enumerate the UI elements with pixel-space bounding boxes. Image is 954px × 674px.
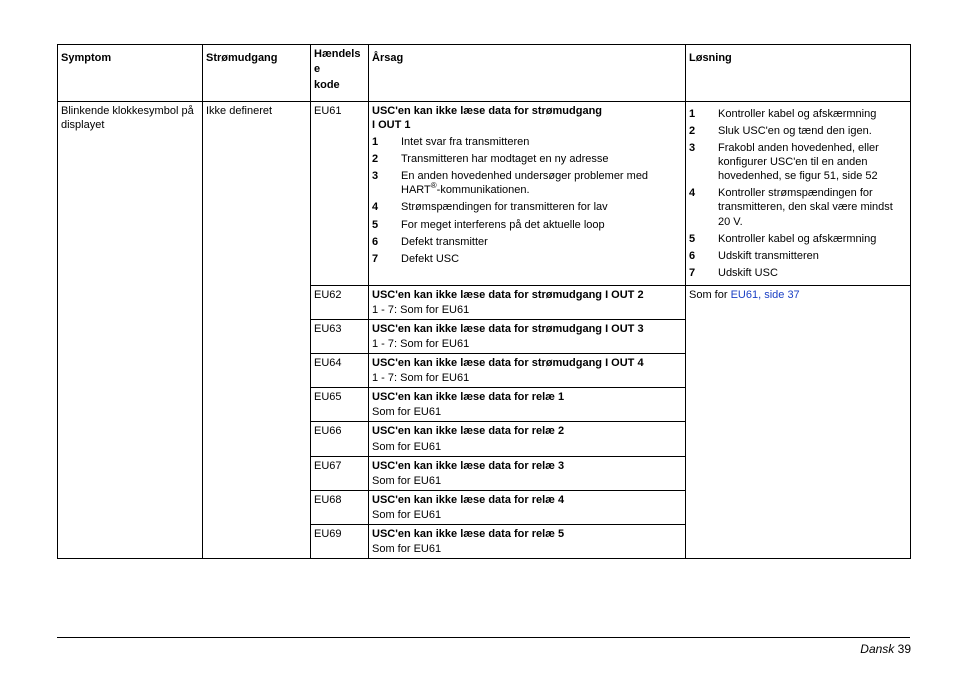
cause-item-text — [401, 169, 682, 197]
cause-subtext: Som for EU61 — [372, 406, 442, 419]
event-code-cell: EU68 — [311, 490, 369, 524]
cause-item-text-pre: En anden hovedenhed undersøger problemer med HART — [401, 170, 649, 197]
event-code-cell: EU65 — [311, 388, 369, 422]
solution-item — [689, 186, 907, 228]
eu61-reference-link[interactable]: EU61, side 37 — [730, 288, 800, 301]
event-code-cell: EU62 — [311, 285, 369, 319]
event-code-cell: EU61 — [311, 102, 369, 286]
cause-title: USC'en kan ikke læse data for relæ 5 — [372, 527, 565, 540]
cause-title: USC'en kan ikke læse data for strømudgang I OUT 3 — [372, 323, 644, 336]
event-code-cell: EU66 — [311, 422, 369, 456]
footer-rule — [57, 637, 910, 638]
cause-item-text: Defekt USC — [401, 252, 460, 265]
cause-item-number: 3 — [372, 170, 379, 183]
cause-title: USC'en kan ikke læse data for strømudgang I OUT 2 — [372, 288, 644, 301]
cause-cell — [369, 388, 686, 422]
shared-solution-text: Som for — [689, 288, 731, 301]
cause-cell — [369, 456, 686, 490]
table-row-eu61 — [58, 102, 911, 286]
cause-subtext: Som for EU61 — [372, 543, 442, 556]
cause-title: USC'en kan ikke læse data for relæ 2 — [372, 425, 565, 438]
cause-item — [372, 218, 682, 232]
solution-item-text: Udskift USC — [718, 266, 778, 279]
event-code-cell: EU69 — [311, 524, 369, 558]
cause-cell — [369, 285, 686, 319]
cause-title-main: USC'en kan ikke læse data for strømudgang — [372, 105, 603, 117]
cause-title: USC'en kan ikke læse data for relæ 1 — [372, 391, 565, 404]
solution-item-number: 5 — [689, 232, 696, 245]
cause-item — [372, 169, 682, 197]
solution-item-number: 1 — [689, 108, 696, 120]
cause-item-number: 6 — [372, 235, 379, 248]
cause-title: USC'en kan ikke læse data for strømudgang I OUT 4 — [372, 357, 644, 370]
page-number: 39 — [897, 642, 911, 656]
cause-cell — [369, 524, 686, 558]
solution-item-number: 7 — [689, 266, 696, 279]
solution-item — [689, 249, 907, 263]
solution-item-number: 2 — [689, 125, 696, 138]
solution-item-number: 6 — [689, 249, 696, 262]
footer-language: Dansk — [860, 642, 895, 656]
cause-cell — [369, 320, 686, 354]
cause-item — [372, 252, 682, 266]
header-event-code-line2: e — [314, 63, 321, 76]
header-event-code — [311, 45, 369, 102]
cause-subtext: Som for EU61 — [372, 440, 442, 453]
cause-item-text-post: -kommunikationen. — [436, 184, 530, 197]
solution-item — [689, 107, 907, 121]
page-footer — [860, 642, 911, 656]
cause-cell — [369, 422, 686, 456]
solution-item-text: Sluk USC'en og tænd den igen. — [718, 125, 872, 138]
header-event-code-line1: Hændels — [314, 48, 361, 60]
cause-item-text: Strømspændingen for transmitteren for lav — [401, 201, 608, 214]
registered-mark: ® — [430, 181, 437, 191]
cause-item-number: 4 — [372, 201, 379, 214]
solution-item — [689, 124, 907, 138]
table-header-row — [58, 45, 911, 102]
solution-item-text: Kontroller strømspændingen for transmitteren, den skal være mindst 20 V. — [718, 187, 893, 228]
cause-item-text: Transmitteren har modtaget en ny adresse — [401, 153, 609, 166]
cause-item — [372, 235, 682, 249]
cause-subtext: 1 - 7: Som for EU61 — [372, 338, 470, 351]
cause-title: USC'en kan ikke læse data for relæ 4 — [372, 493, 565, 506]
solution-item-text: Kontroller kabel og afskærmning — [718, 108, 877, 120]
cause-title-sub: I OUT 1 — [372, 119, 411, 132]
cause-subtext: 1 - 7: Som for EU61 — [372, 372, 470, 385]
cause-item-text: Defekt transmitter — [401, 235, 488, 248]
cause-cell — [369, 354, 686, 388]
cause-subtext: 1 - 7: Som for EU61 — [372, 303, 470, 316]
cause-item-number: 5 — [372, 218, 379, 231]
cause-item — [372, 200, 682, 214]
header-event-code-line3: kode — [314, 78, 340, 91]
cause-item-number: 7 — [372, 252, 379, 265]
event-code-cell: EU63 — [311, 320, 369, 354]
solution-item-number: 4 — [689, 187, 696, 200]
header-solution: Løsning — [686, 45, 911, 102]
cause-cell — [369, 102, 686, 286]
solution-item — [689, 232, 907, 246]
header-symptom: Symptom — [58, 45, 203, 102]
solution-item-number: 3 — [689, 142, 696, 155]
event-code-cell: EU64 — [311, 354, 369, 388]
header-power-output: Strømudgang — [203, 45, 311, 102]
cause-item-number: 2 — [372, 153, 379, 166]
solution-item-text: Kontroller kabel og afskærmning — [718, 232, 877, 245]
cause-list — [372, 135, 682, 266]
troubleshooting-table — [57, 44, 911, 559]
solution-item-text: Udskift transmitteren — [718, 249, 819, 262]
cause-title — [372, 104, 682, 132]
power-output-cell: Ikke defineret — [203, 102, 311, 559]
solution-item — [689, 266, 907, 280]
header-cause: Årsag — [369, 45, 686, 102]
cause-item-text: Intet svar fra transmitteren — [401, 136, 530, 149]
symptom-cell: Blinkende klokkesymbol på displayet — [58, 102, 203, 559]
event-code-cell: EU67 — [311, 456, 369, 490]
solution-item-text: Frakobl anden hovedenhed, eller konfigurer USC'en til en anden hovedenhed, se figur 51, side 52 — [718, 142, 879, 183]
cause-subtext: Som for EU61 — [372, 474, 442, 487]
solution-list — [689, 107, 907, 280]
cause-title: USC'en kan ikke læse data for relæ 3 — [372, 459, 565, 472]
shared-solution-cell — [686, 285, 911, 558]
cause-item-text: For meget interferens på det aktuelle loop — [401, 218, 605, 231]
solution-cell — [686, 102, 911, 286]
cause-item — [372, 135, 682, 149]
cause-subtext: Som for EU61 — [372, 508, 442, 521]
cause-item-number: 1 — [372, 136, 379, 149]
solution-item — [689, 141, 907, 183]
cause-cell — [369, 490, 686, 524]
cause-item — [372, 152, 682, 166]
